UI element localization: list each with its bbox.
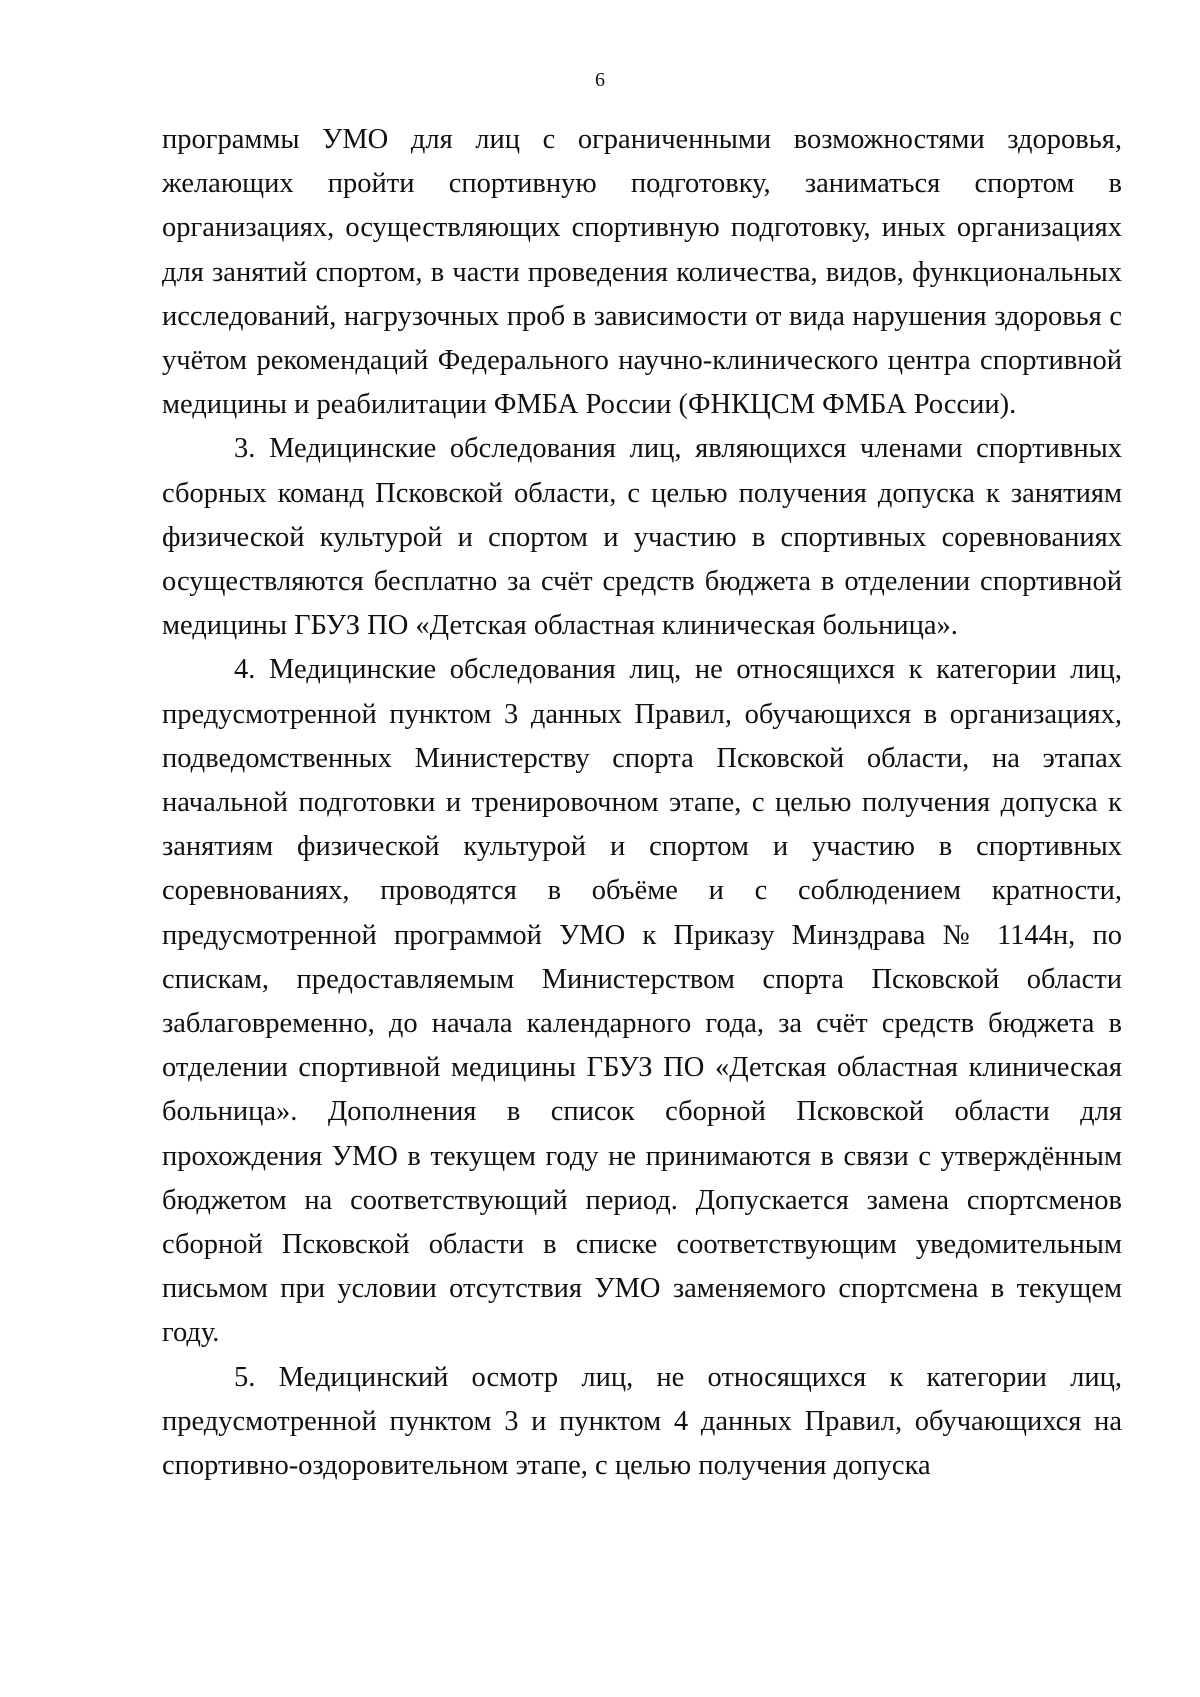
paragraph-continuation: программы УМО для лиц с ограниченными возможностями здоровья, желающих пройти спортивную подготовку, заниматься спортом в организациях, осуществляющих спортивную подготовку, иных организациях для занятий спортом, в части проведения количества, видов, функциональных исследований, нагрузочных проб в зависимости от вида нарушения здоровья с учётом рекомендаций Федерального научно-клинического центра спортивной медицины и реабилитации ФМБА России (ФНКЦСМ ФМБА России). xyxy=(162,124,1122,421)
page-number: 6 xyxy=(595,69,605,91)
paragraph-item-3: 3. Медицинские обследования лиц, являющихся членами спортивных сборных команд Псковской области, с целью получения допуска к занятиям физической культурой и спортом и участию в спортивных соревнованиях осуществляются бесплатно за счёт средств бюджета в отделении спортивной медицины ГБУЗ ПО «Детская областная клиническая больница». xyxy=(162,433,1122,642)
document-body xyxy=(162,118,1122,1488)
paragraph-item-5: 5. Медицинский осмотр лиц, не относящихся к категории лиц, предусмотренной пунктом 3 и пунктом 4 данных Правил, обучающихся на спортивно-оздоровительном этапе, с целью получения допуска xyxy=(162,1361,1122,1482)
paragraph-item-4: 4. Медицинские обследования лиц, не относящихся к категории лиц, предусмотренной пунктом 3 данных Правил, обучающихся в организациях, подведомственных Министерству спорта Псковской области, на этапах начальной подготовки и тренировочном этапе, с целью получения допуска к занятиям физической культурой и спортом и участию в спортивных соревнованиях, проводятся в объёме и с соблюдением кратности, предусмотренной программой УМО к Приказу Минздрава № 1144н, по спискам, предоставляемым Министерством спорта Псковской области заблаговременно, до начала календарного года, за счёт средств бюджета в отделении спортивной медицины ГБУЗ ПО «Детская областная клиническая больница». Дополнения в список сборной Псковской области для прохождения УМО в текущем году не принимаются в связи с утверждённым бюджетом на соответствующий период. Допускается замена спортсменов сборной Псковской области в списке соответствующим уведомительным письмом при условии отсутствия УМО заменяемого спортсмена в текущем году. xyxy=(162,654,1122,1349)
